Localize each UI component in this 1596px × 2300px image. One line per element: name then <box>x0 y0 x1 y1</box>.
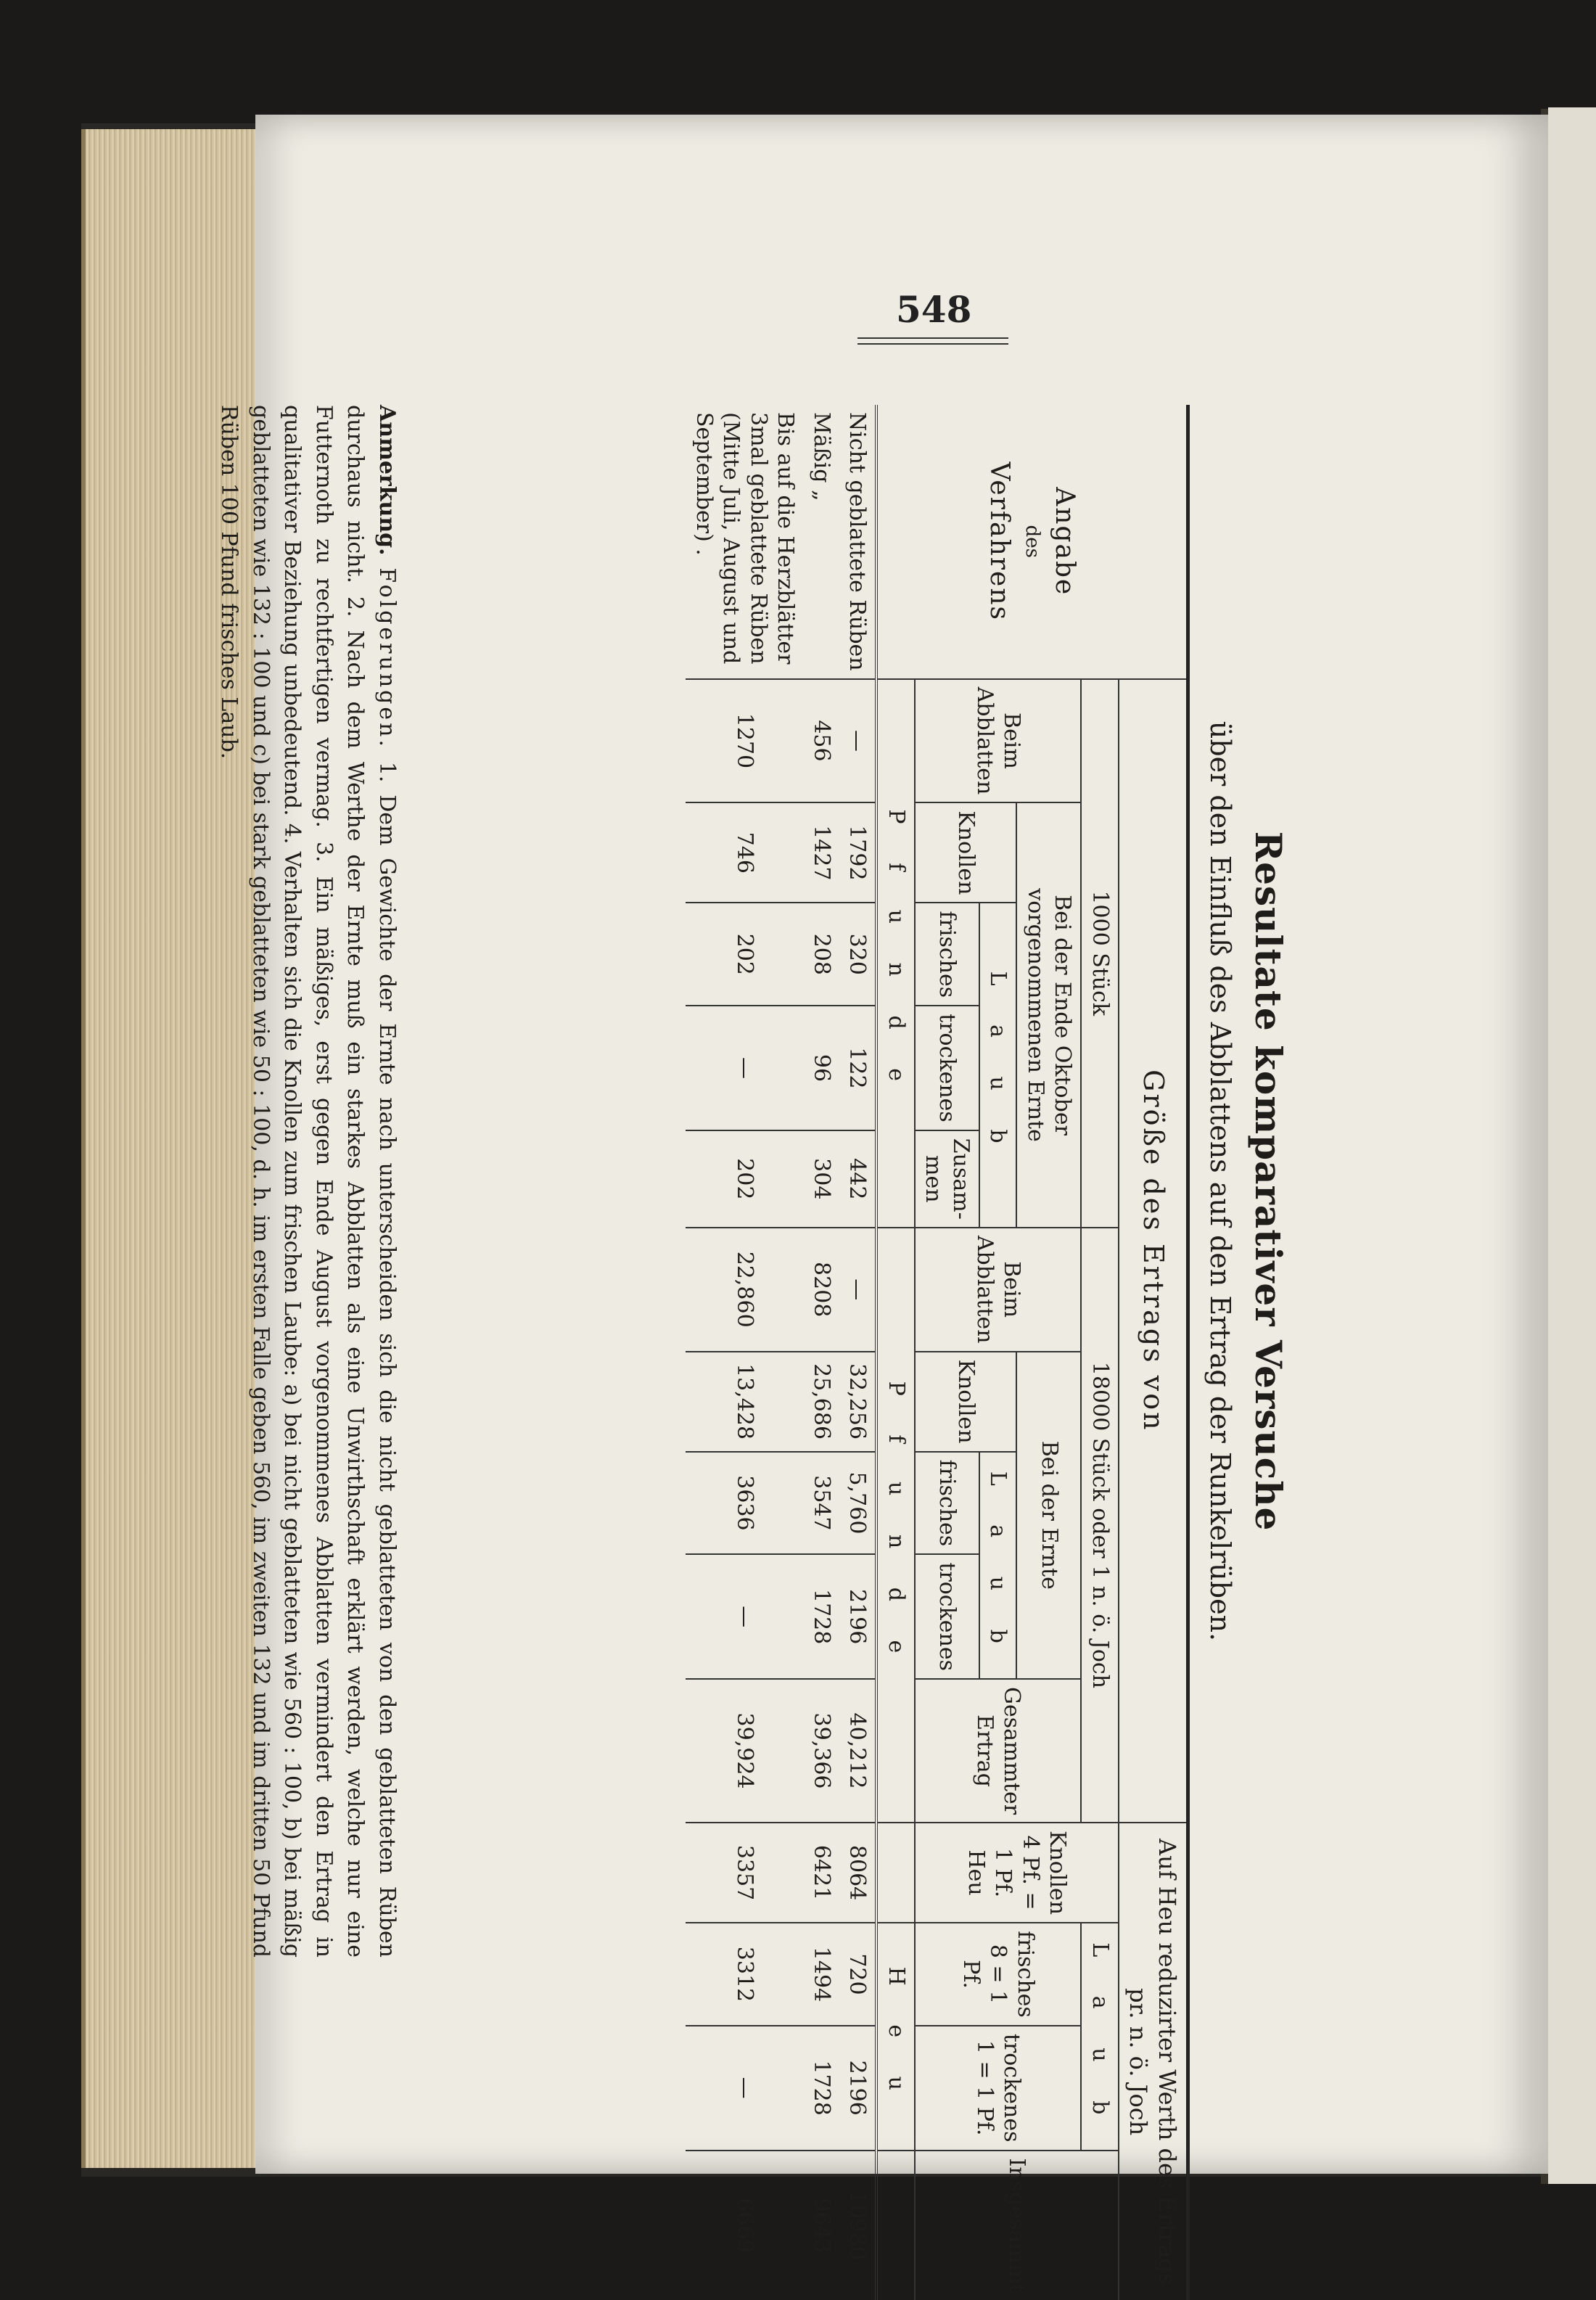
frisches-1000-header: frisches <box>915 903 979 1006</box>
rotated-content <box>210 383 1299 2293</box>
heu-spacer <box>877 2151 916 2300</box>
frisches-18000-header: frisches <box>915 1452 979 1555</box>
page-number-rule <box>857 337 1008 345</box>
cell: 6421 <box>804 1823 840 1923</box>
cell: 8064 <box>839 1823 877 1923</box>
laub-1000-header: L a u b <box>979 903 1017 1227</box>
cell: 3312 <box>686 1923 804 2026</box>
cell: — <box>839 1228 877 1352</box>
pfunde-18000-header: P f u n d e <box>877 1228 916 1823</box>
cell: 39,366 <box>804 1679 840 1823</box>
cell: 320 <box>839 903 877 1006</box>
cell: 3636 <box>686 1452 804 1555</box>
cell: 208 <box>804 903 840 1006</box>
cell: — <box>686 1554 804 1679</box>
knollen-hay-header: Knollen 4 Pf. = 1 Pf. Heu <box>915 1823 1119 1923</box>
heu-header: H e u <box>877 1923 916 2150</box>
note-text: 1. Dem Gewichte der Ernte nach unterscheiden sich die nicht geblatteten von den geblatteten Rüben durchaus nicht. 2. Nach dem Werthe der Ernte muß ein starkes Abblatten als eine Unwirthschaft erklärt werden, welche nur eine Futternoth zu rechtfertigen vermag. 3. Ein mäßiges, erst gegen Ende August vorgenommenes Abblatten vermindert den Ertrag in qualitativer Beziehung unbedeutend. 4. Verhalten sich die Knollen zum frischen Laube: a) bei nicht geblatteten wie 560 : 100, b) bei mäßig geblatteten wie 132 : 100 und c) bei stark geblatteten wie 50 : 100, d. h. im ersten Falle geben 560, im zweiten 132 und im dritten 50 Pfund Rüben 100 Pfund frisches Laub. <box>216 405 400 1958</box>
cell: 1494 <box>804 1923 840 2026</box>
row-label: Nicht geblattete Rüben <box>839 405 877 679</box>
cell: 10980 <box>839 2151 877 2300</box>
cell: 720 <box>839 1923 877 2026</box>
page-number: 548 <box>896 288 972 331</box>
cell: 96 <box>804 1006 840 1130</box>
annotation-note <box>213 405 403 1958</box>
cell: 1728 <box>804 2026 840 2151</box>
knollen-1000-header: Knollen <box>915 802 1017 903</box>
cell: 442 <box>839 1130 877 1228</box>
trockenes-hay-header: trockenes 1 = 1 Pf. <box>915 2026 1082 2151</box>
harvest-header: Bei der Ernte <box>1017 1352 1082 1679</box>
knollen-18000-header: Knollen <box>915 1352 1017 1452</box>
results-table <box>686 405 1190 2300</box>
laub-18000-header: L a u b <box>979 1452 1017 1679</box>
size-header: Größe des Ertrags von <box>1119 679 1188 1823</box>
hay-header: Auf Heu reduzirter Werth des Ertrags pr. n. ö. Joch <box>1119 1823 1188 2300</box>
abblatten-1000-header: Beim Abblatten <box>915 679 1082 803</box>
table-row <box>686 405 804 2300</box>
laub-hay-header: L a u b <box>1082 1923 1119 2150</box>
insgesammt-header: Insgesammt <box>915 2151 1119 2300</box>
row-label: Bis auf die Herzblätter 3mal geblattete Rüben (Mitte Juli, August und September) . <box>691 412 799 665</box>
cell: 1792 <box>839 802 877 903</box>
cell: 456 <box>804 679 840 803</box>
zusammen-1000-header: Zusam-men <box>915 1130 979 1228</box>
cell: 1427 <box>804 802 840 903</box>
cell: — <box>686 2026 804 2151</box>
cell: 2196 <box>839 2026 877 2151</box>
procedure-header: Angabe des Verfahrens <box>877 405 1188 679</box>
cell: 25,686 <box>804 1352 840 1452</box>
cell: — <box>839 679 877 803</box>
cell: 9643 <box>804 2151 840 2300</box>
cell: 3357 <box>686 1823 804 1923</box>
cell: 1270 <box>686 679 804 803</box>
facing-page-edge <box>1548 107 1596 2184</box>
count-1000-header: 1000 Stück <box>1082 679 1119 1228</box>
cell: 202 <box>686 903 804 1006</box>
table-row <box>839 405 877 2300</box>
cell: 746 <box>686 802 804 903</box>
cell: 32,256 <box>839 1352 877 1452</box>
cell: 22,860 <box>686 1228 804 1352</box>
cell: 202 <box>686 1130 804 1228</box>
frisches-hay-header: frisches 8 = 1 Pf. <box>915 1923 1082 2026</box>
table-subtitle: über den Einfluß des Abblattens auf den Ertrag der Runkelrüben. <box>1204 720 1236 1642</box>
cell: 6669 <box>686 2151 804 2300</box>
cell: 2196 <box>839 1554 877 1679</box>
row-label: Mäßig „ <box>809 412 834 501</box>
cell: 3547 <box>804 1452 840 1555</box>
gesammter-header: Gesammter Ertrag <box>915 1679 1082 1823</box>
cell: 122 <box>839 1006 877 1130</box>
trockenes-18000-header: trockenes <box>915 1554 979 1679</box>
abblatten-18000-header: Beim Abblatten <box>915 1228 1082 1352</box>
cell: 1728 <box>804 1554 840 1679</box>
cell: 304 <box>804 1130 840 1228</box>
table-title: Resultate komparativer Versuche <box>1247 831 1290 1532</box>
note-lead: Anmerkung. <box>374 405 400 556</box>
cell: 39,924 <box>686 1679 804 1823</box>
cell: 5,760 <box>839 1452 877 1555</box>
cell: 8208 <box>804 1228 840 1352</box>
cell: 40,212 <box>839 1679 877 1823</box>
count-18000-header: 18000 Stück oder 1 n. ö. Joch <box>1082 1228 1119 1823</box>
pfunde-1000-header: P f u n d e <box>877 679 916 1228</box>
note-spaced: Folgerungen. <box>374 567 400 749</box>
cell: 13,428 <box>686 1352 804 1452</box>
table-row <box>804 405 840 2300</box>
pfunde-spacer <box>877 1823 916 1923</box>
harvest-oct-header: Bei der Ende Oktober vorgenommenen Ernte <box>1017 802 1082 1227</box>
cell: — <box>686 1006 804 1130</box>
trockenes-1000-header: trockenes <box>915 1006 979 1130</box>
